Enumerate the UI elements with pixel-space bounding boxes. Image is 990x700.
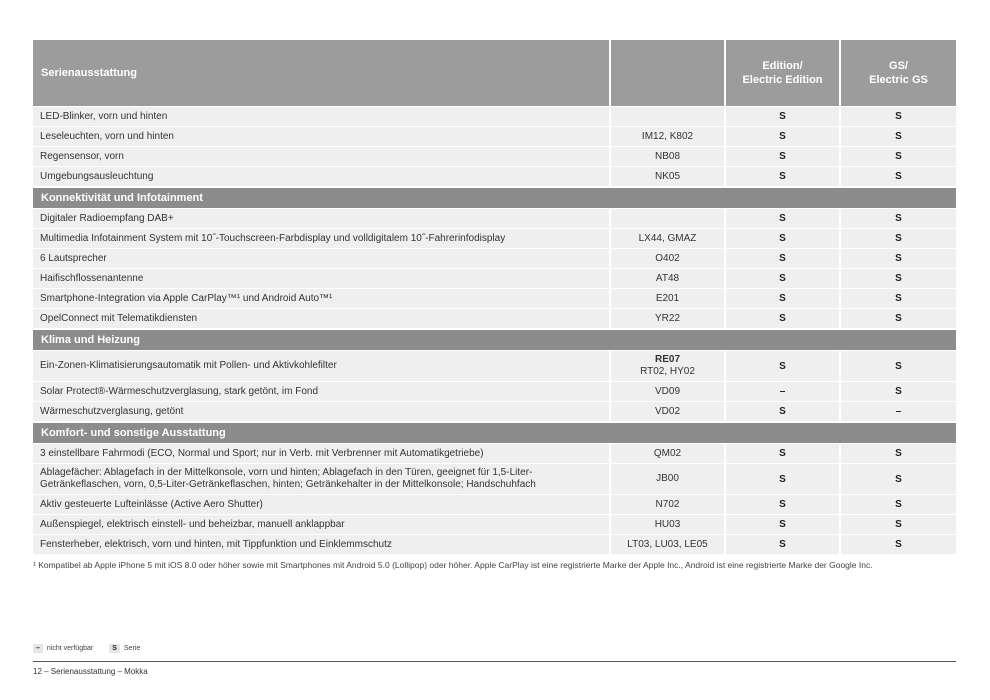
edition-availability: S	[726, 166, 841, 186]
footer-divider	[33, 661, 956, 662]
legend-dash-symbol: –	[33, 644, 43, 653]
table-row	[33, 494, 956, 514]
option-code: VD02	[611, 401, 726, 421]
legend	[33, 644, 140, 653]
option-code: E201	[611, 288, 726, 308]
gs-availability: S	[841, 443, 956, 463]
gs-availability: S	[841, 146, 956, 166]
edition-availability: S	[726, 514, 841, 534]
table-row	[33, 350, 956, 381]
gs-availability: S	[841, 126, 956, 146]
edition-availability: S	[726, 401, 841, 421]
section-header	[33, 421, 956, 443]
edition-availability: S	[726, 106, 841, 126]
edition-availability: S	[726, 494, 841, 514]
gs-availability: S	[841, 208, 956, 228]
header-edition-line2: Electric Edition	[742, 74, 823, 86]
option-code: O402	[611, 248, 726, 268]
legend-s-label: Serie	[123, 645, 141, 652]
option-code: NK05	[611, 166, 726, 186]
feature-description: 3 einstellbare Fahrmodi (ECO, Normal und Sport; nur in Verb. mit Verbrenner mit Automatikgetriebe)	[33, 443, 611, 463]
gs-availability: S	[841, 308, 956, 328]
edition-availability: S	[726, 350, 841, 381]
gs-availability: S	[841, 228, 956, 248]
edition-availability: S	[726, 268, 841, 288]
option-code: VD09	[611, 381, 726, 401]
header-edition-line1: Edition/	[762, 60, 803, 72]
feature-description: 6 Lautsprecher	[33, 248, 611, 268]
header-gs-line1: GS/	[889, 60, 908, 72]
feature-description: OpelConnect mit Telematikdiensten	[33, 308, 611, 328]
edition-availability: S	[726, 534, 841, 554]
feature-description: LED-Blinker, vorn und hinten	[33, 106, 611, 126]
feature-description: Ablagefächer: Ablagefach in der Mittelkonsole, vorn und hinten; Ablagefach in den Türen, geeignet für 1,5-Liter-Getränkeflaschen, vorn, 0,5-Liter-Getränkeflaschen, hinten; Getränkehalter in der Mittelkonsole; Handschuhfach	[33, 463, 611, 494]
section-title: Konnektivität und Infotainment	[33, 186, 956, 208]
edition-availability: S	[726, 288, 841, 308]
feature-description: Fensterheber, elektrisch, vorn und hinten, mit Tippfunktion und Einklemmschutz	[33, 534, 611, 554]
option-code: N702	[611, 494, 726, 514]
gs-availability: S	[841, 248, 956, 268]
gs-availability: S	[841, 350, 956, 381]
table-row	[33, 146, 956, 166]
section-header	[33, 328, 956, 350]
edition-availability: S	[726, 463, 841, 494]
option-code	[611, 106, 726, 126]
gs-availability: –	[841, 401, 956, 421]
equipment-table	[33, 40, 956, 554]
header-title: Serienausstattung	[33, 40, 611, 106]
feature-description: Außenspiegel, elektrisch einstell- und beheizbar, manuell anklappbar	[33, 514, 611, 534]
table-row	[33, 126, 956, 146]
table-row	[33, 443, 956, 463]
legend-s-symbol: S	[109, 644, 120, 653]
edition-availability: S	[726, 146, 841, 166]
option-code	[611, 208, 726, 228]
table-row	[33, 463, 956, 494]
gs-availability: S	[841, 166, 956, 186]
feature-description: Digitaler Radioempfang DAB+	[33, 208, 611, 228]
section-title: Komfort- und sonstige Ausstattung	[33, 421, 956, 443]
feature-description: Leseleuchten, vorn und hinten	[33, 126, 611, 146]
edition-availability: S	[726, 308, 841, 328]
option-code: YR22	[611, 308, 726, 328]
feature-description: Umgebungsausleuchtung	[33, 166, 611, 186]
table-row	[33, 208, 956, 228]
edition-availability: S	[726, 208, 841, 228]
section-title: Klima und Heizung	[33, 328, 956, 350]
feature-description: Solar Protect®-Wärmeschutzverglasung, stark getönt, im Fond	[33, 381, 611, 401]
table-row	[33, 268, 956, 288]
table-row	[33, 228, 956, 248]
edition-availability: S	[726, 228, 841, 248]
section-header	[33, 186, 956, 208]
table-row	[33, 514, 956, 534]
table-row	[33, 166, 956, 186]
table-row	[33, 534, 956, 554]
gs-availability: S	[841, 381, 956, 401]
gs-availability: S	[841, 288, 956, 308]
feature-description: Haifischflossenantenne	[33, 268, 611, 288]
table-row	[33, 288, 956, 308]
gs-availability: S	[841, 268, 956, 288]
gs-availability: S	[841, 494, 956, 514]
feature-description: Multimedia Infotainment System mit 10˝-Touchscreen-Farbdisplay und volldigitalem 10˝-Fahrerinfodisplay	[33, 228, 611, 248]
feature-description: Regensensor, vorn	[33, 146, 611, 166]
edition-availability: S	[726, 443, 841, 463]
table-row	[33, 248, 956, 268]
option-code	[611, 350, 726, 381]
gs-availability: S	[841, 463, 956, 494]
option-code: AT48	[611, 268, 726, 288]
feature-description: Smartphone-Integration via Apple CarPlay™¹ und Android Auto™¹	[33, 288, 611, 308]
gs-availability: S	[841, 534, 956, 554]
table-body	[33, 106, 956, 554]
footnote: ¹ Kompatibel ab Apple iPhone 5 mit iOS 8.0 oder höher sowie mit Smartphones mit Android 5.0 (Lollipop) oder höher. Apple CarPlay ist eine registrierte Marke der Apple Inc., Android ist eine registrierte Marke der Google Inc.	[33, 560, 873, 570]
table-header	[33, 40, 956, 106]
option-code: JB00	[611, 463, 726, 494]
option-code-primary: RE07	[654, 354, 680, 365]
option-code: HU03	[611, 514, 726, 534]
gs-availability: S	[841, 106, 956, 126]
header-gs-line2: Electric GS	[869, 74, 928, 86]
option-code: IM12, K802	[611, 126, 726, 146]
feature-description: Aktiv gesteuerte Lufteinlässe (Active Aero Shutter)	[33, 494, 611, 514]
table-row	[33, 308, 956, 328]
table-row	[33, 401, 956, 421]
option-code: LT03, LU03, LE05	[611, 534, 726, 554]
edition-availability: S	[726, 126, 841, 146]
option-code-secondary: RT02, HY02	[640, 366, 695, 377]
header-gs	[841, 40, 956, 106]
table-row	[33, 106, 956, 126]
option-code: NB08	[611, 146, 726, 166]
legend-dash-label: nicht verfügbar	[46, 645, 94, 652]
feature-description: Ein-Zonen-Klimatisierungsautomatik mit Pollen- und Aktivkohlefilter	[33, 350, 611, 381]
feature-description: Wärmeschutzverglasung, getönt	[33, 401, 611, 421]
header-edition	[726, 40, 841, 106]
table-row	[33, 381, 956, 401]
header-code-column	[611, 40, 726, 106]
gs-availability: S	[841, 514, 956, 534]
edition-availability: –	[726, 381, 841, 401]
option-code: QM02	[611, 443, 726, 463]
option-code: LX44, GMAZ	[611, 228, 726, 248]
page-footer: 12 – Serienausstattung – Mokka	[33, 667, 148, 676]
edition-availability: S	[726, 248, 841, 268]
